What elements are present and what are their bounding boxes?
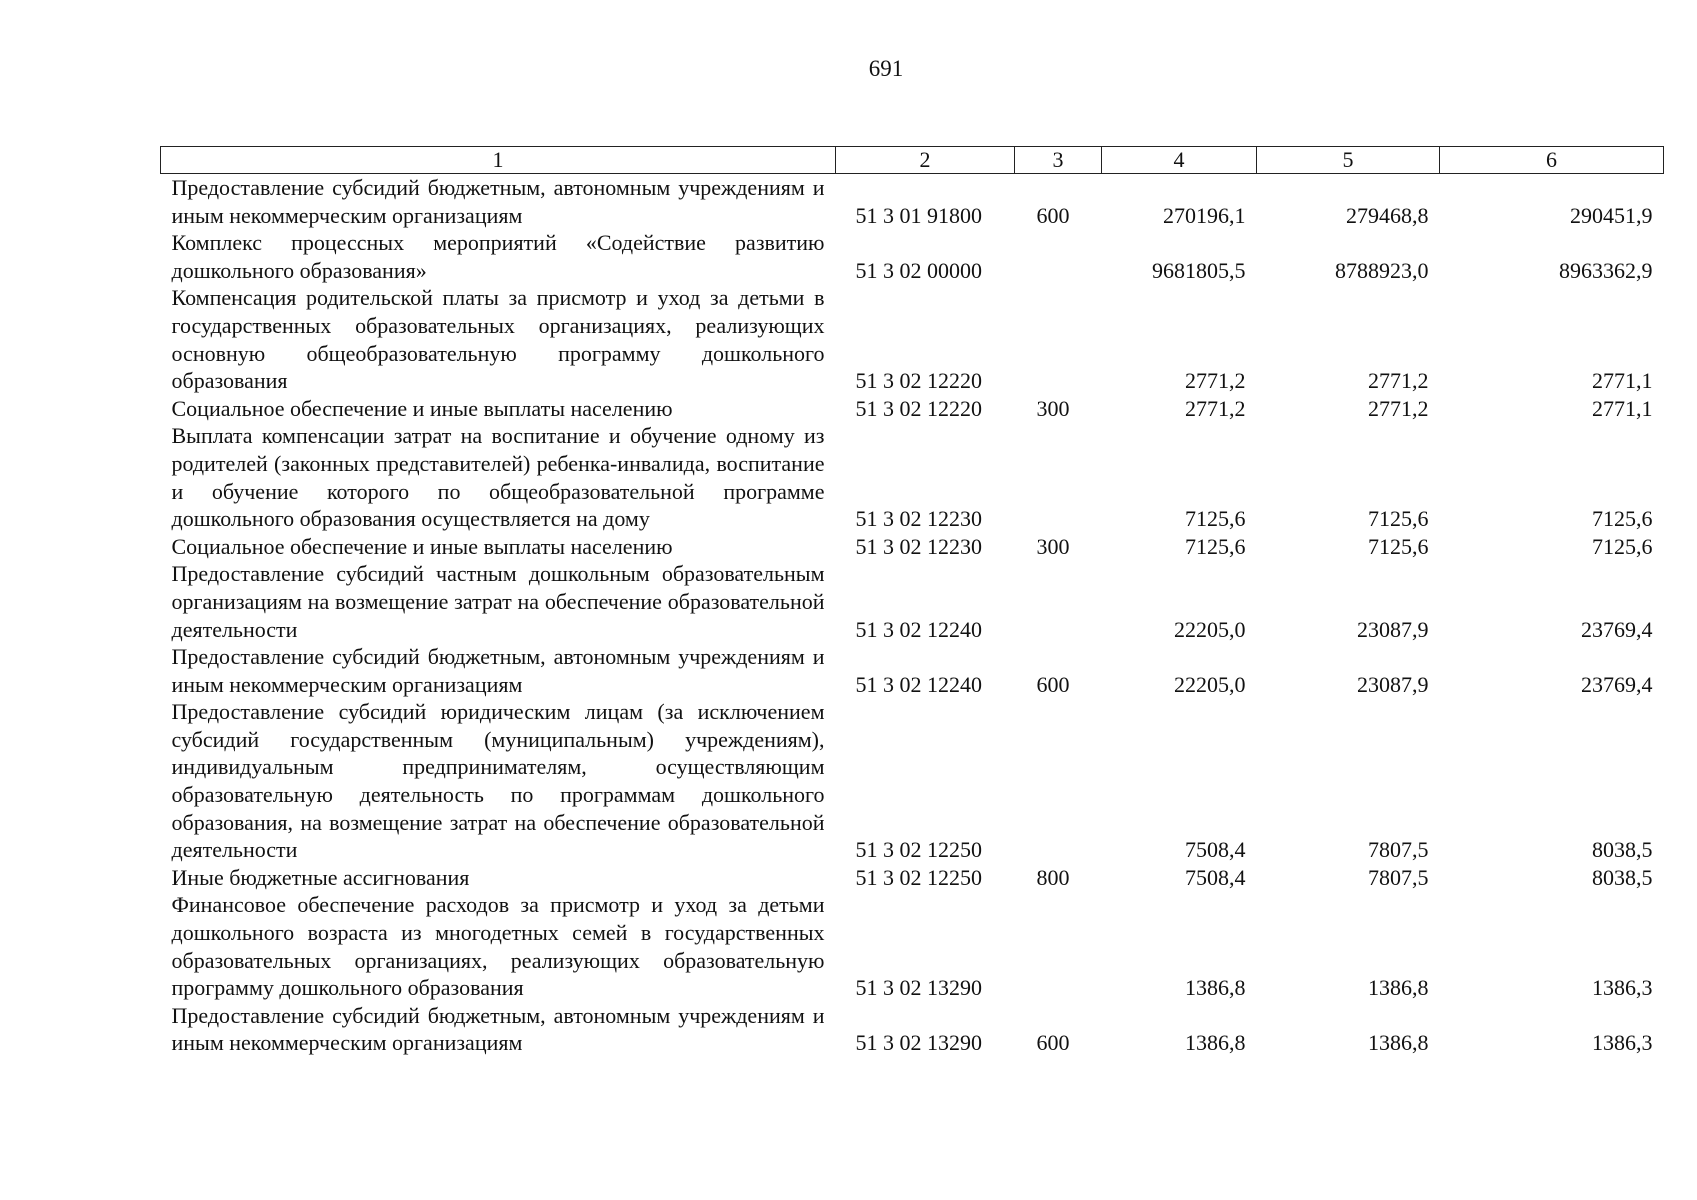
row-value-5: 1386,8 bbox=[1368, 975, 1429, 1001]
row-value-5: 2771,2 bbox=[1368, 395, 1429, 421]
row-name: Социальное обеспечение и иные выплаты населению bbox=[171, 533, 673, 559]
row-name: Финансовое обеспечение расходов за присмотр и уход за детьми дошкольного возраста из многодетных семей в государственных образовательных организациях, реализующих образовательную программу дошкольного образования bbox=[171, 892, 825, 1001]
row-name: Предоставление субсидий бюджетным, автономным учреждениям и иным некоммерческим организациям bbox=[171, 1002, 825, 1056]
row-code: 51 3 01 91800 bbox=[855, 202, 982, 228]
row-name: Предоставление субсидий юридическим лицам (за исключением субсидий государственным (муниципальным) учреждениям), индивидуальным предпринимателям, осуществляющим образовательную деятельность по программам дошкольного образования, на возмещение затрат на обеспечение образовательной деятельности bbox=[171, 699, 825, 863]
row-code: 51 3 02 12220 bbox=[855, 395, 982, 421]
row-value-4: 9681805,5 bbox=[1152, 257, 1246, 283]
row-value-5: 7125,6 bbox=[1368, 506, 1429, 532]
row-name: Комплекс процессных мероприятий «Содействие развитию дошкольного образования» bbox=[171, 230, 825, 283]
row-value-6: 23769,4 bbox=[1581, 616, 1653, 642]
row-value-5: 7807,5 bbox=[1368, 864, 1429, 890]
table-row bbox=[161, 284, 1664, 394]
row-value-5: 7125,6 bbox=[1368, 533, 1429, 559]
row-value-5: 2771,2 bbox=[1368, 368, 1429, 394]
column-header-2: 2 bbox=[836, 147, 1015, 174]
row-value-5: 7807,5 bbox=[1368, 837, 1429, 863]
row-name: Выплата компенсации затрат на воспитание и обучение одному из родителей (законных представителей) ребенка-инвалида, воспитание и обучение которого по общеобразовательной программе дошкольного образования осуществляется на дому bbox=[171, 423, 825, 532]
row-code: 51 3 02 12230 bbox=[855, 533, 982, 559]
row-value-6: 8963362,9 bbox=[1559, 257, 1653, 283]
row-value-4: 7125,6 bbox=[1185, 533, 1246, 559]
row-value-5: 279468,8 bbox=[1346, 202, 1429, 228]
row-name: Социальное обеспечение и иные выплаты населению bbox=[171, 395, 673, 421]
row-value-5: 23087,9 bbox=[1357, 616, 1429, 642]
table-row bbox=[161, 891, 1664, 1001]
row-value-4: 2771,2 bbox=[1185, 395, 1246, 421]
row-value-5: 1386,8 bbox=[1368, 1030, 1429, 1056]
row-code: 51 3 02 12220 bbox=[855, 368, 982, 394]
row-value-6: 8038,5 bbox=[1592, 837, 1653, 863]
table-row bbox=[161, 395, 1664, 423]
row-type bbox=[1015, 422, 1102, 532]
table-row bbox=[161, 174, 1664, 230]
row-code: 51 3 02 12240 bbox=[855, 671, 982, 697]
row-value-5: 23087,9 bbox=[1357, 671, 1429, 697]
row-value-4: 2771,2 bbox=[1185, 368, 1246, 394]
column-header-6: 6 bbox=[1440, 147, 1664, 174]
row-name: Предоставление субсидий бюджетным, автономным учреждениям и иным некоммерческим организациям bbox=[171, 644, 825, 697]
table-row bbox=[161, 864, 1664, 892]
row-type: 600 bbox=[1036, 202, 1070, 228]
row-type bbox=[1015, 698, 1102, 864]
row-code: 51 3 02 12250 bbox=[855, 837, 982, 863]
row-value-6: 2771,1 bbox=[1592, 395, 1653, 421]
column-header-5: 5 bbox=[1257, 147, 1440, 174]
row-value-6: 1386,3 bbox=[1592, 975, 1653, 1001]
row-name: Предоставление субсидий бюджетным, автономным учреждениям и иным некоммерческим организациям bbox=[171, 175, 825, 228]
row-type: 800 bbox=[1036, 864, 1070, 890]
row-value-4: 7508,4 bbox=[1185, 864, 1246, 890]
row-name: Предоставление субсидий частным дошкольным образовательным организациям на возмещение затрат на обеспечение образовательной деятельности bbox=[171, 561, 825, 642]
row-type bbox=[1015, 560, 1102, 643]
row-value-6: 23769,4 bbox=[1581, 671, 1653, 697]
column-header-4: 4 bbox=[1102, 147, 1257, 174]
row-value-6: 2771,1 bbox=[1592, 368, 1653, 394]
table-row bbox=[161, 698, 1664, 864]
budget-table bbox=[160, 146, 1664, 1057]
column-header-1: 1 bbox=[161, 147, 836, 174]
row-value-5: 8788923,0 bbox=[1335, 257, 1429, 283]
row-type bbox=[1015, 229, 1102, 284]
row-value-4: 7508,4 bbox=[1185, 837, 1246, 863]
row-type bbox=[1015, 284, 1102, 394]
row-value-4: 1386,8 bbox=[1185, 975, 1246, 1001]
row-value-4: 270196,1 bbox=[1163, 202, 1246, 228]
row-type: 300 bbox=[1036, 533, 1070, 559]
row-value-6: 7125,6 bbox=[1592, 533, 1653, 559]
row-type: 600 bbox=[1036, 1030, 1070, 1056]
table-row bbox=[161, 533, 1664, 561]
page-number: 691 bbox=[868, 56, 904, 81]
row-name: Компенсация родительской платы за присмотр и уход за детьми в государственных образовательных организациях, реализующих основную общеобразовательную программу дошкольного образования bbox=[171, 285, 825, 394]
table-row bbox=[161, 1002, 1664, 1057]
table-row bbox=[161, 422, 1664, 532]
table-row bbox=[161, 643, 1664, 698]
row-code: 51 3 02 12250 bbox=[855, 864, 982, 890]
row-name: Иные бюджетные ассигнования bbox=[171, 864, 470, 890]
row-type: 300 bbox=[1036, 395, 1070, 421]
row-type: 600 bbox=[1036, 671, 1070, 697]
row-type bbox=[1015, 891, 1102, 1001]
row-code: 51 3 02 00000 bbox=[855, 257, 982, 283]
row-value-6: 8038,5 bbox=[1592, 864, 1653, 890]
table-header-row bbox=[161, 147, 1664, 174]
row-code: 51 3 02 13290 bbox=[855, 1030, 982, 1056]
column-header-3: 3 bbox=[1015, 147, 1102, 174]
table-row bbox=[161, 560, 1664, 643]
row-value-4: 22205,0 bbox=[1174, 671, 1246, 697]
table-row bbox=[161, 229, 1664, 284]
row-code: 51 3 02 12230 bbox=[855, 506, 982, 532]
row-value-6: 7125,6 bbox=[1592, 506, 1653, 532]
row-value-4: 22205,0 bbox=[1174, 616, 1246, 642]
row-code: 51 3 02 12240 bbox=[855, 616, 982, 642]
row-value-4: 7125,6 bbox=[1185, 506, 1246, 532]
row-value-4: 1386,8 bbox=[1185, 1030, 1246, 1056]
row-value-6: 290451,9 bbox=[1570, 202, 1653, 228]
row-code: 51 3 02 13290 bbox=[855, 975, 982, 1001]
row-value-6: 1386,3 bbox=[1592, 1030, 1653, 1056]
